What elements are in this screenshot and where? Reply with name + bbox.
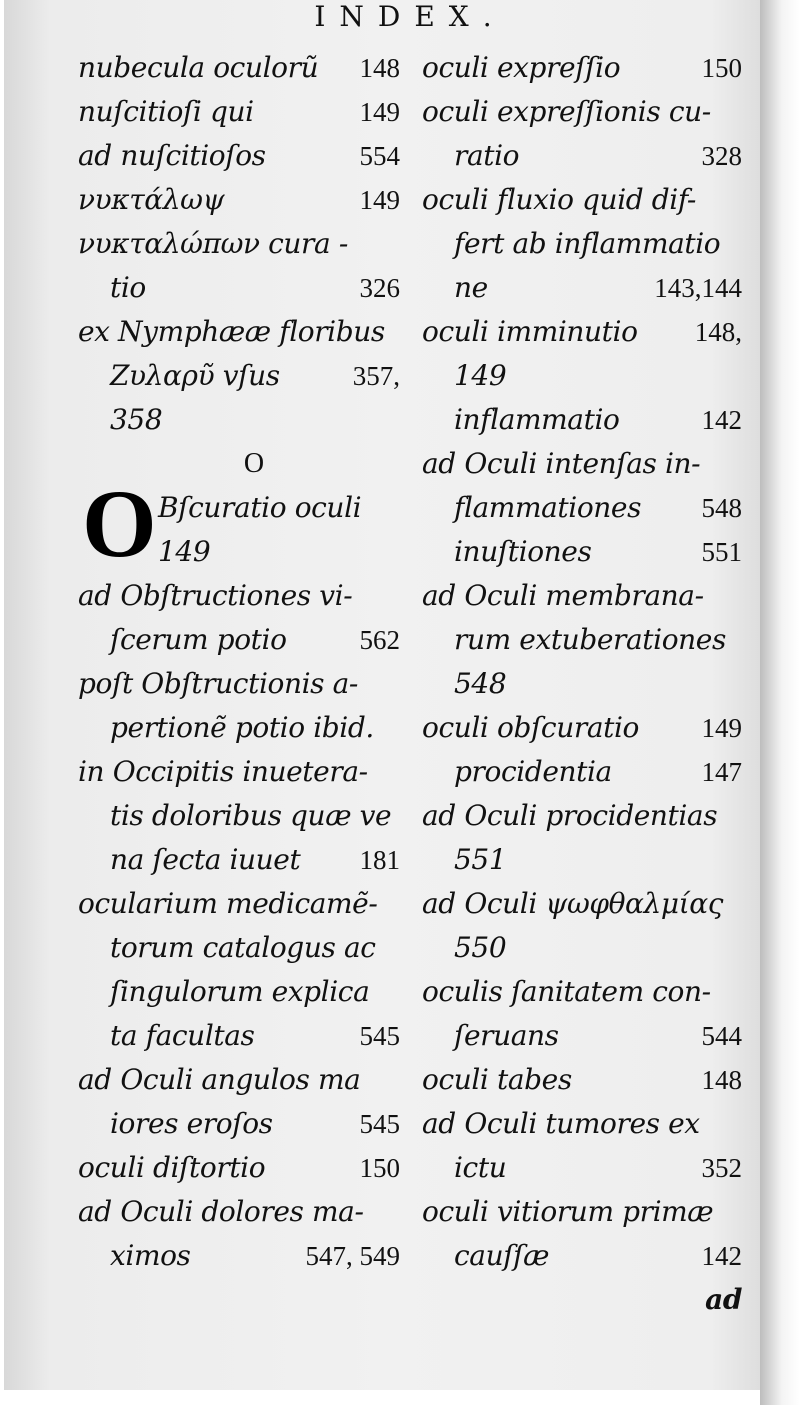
index-entry (422, 222, 742, 266)
index-entry (78, 794, 400, 838)
entry-text: oculi expreſſionis cu- (422, 95, 711, 128)
entry-text: νυκτάλωψ (78, 183, 225, 216)
entry-text: νυκταλώπων cura - (78, 227, 348, 260)
index-entry (78, 750, 400, 794)
entry-text: ſingulorum explica (110, 975, 370, 1008)
page-number: 328 (701, 141, 742, 171)
entry-text: ad Oculi ψωφθαλμίας (422, 887, 724, 920)
entry-text: ta facultas (110, 1019, 255, 1052)
index-entry (78, 838, 400, 882)
page-number: 142 (701, 1241, 742, 1271)
entry-text: oculi tabes (422, 1063, 572, 1096)
entry-text: 548 (454, 667, 507, 700)
index-entry (78, 90, 400, 134)
entry-text: oculi diſtortio (78, 1151, 266, 1184)
right-column (422, 46, 742, 1322)
drop-cap-initial: O (82, 470, 157, 577)
entry-text: ex Nymphææ floribus (78, 315, 385, 348)
entry-text: inuſtiones (454, 535, 592, 568)
entry-text: ictu (454, 1151, 507, 1184)
page-number: 143,144 (654, 273, 742, 303)
page-number: 147 (701, 757, 742, 787)
page-number: 142 (701, 405, 742, 435)
left-column (78, 46, 400, 1278)
left-entries-a (78, 46, 400, 442)
index-entry (78, 266, 400, 310)
index-entry (158, 486, 400, 530)
index-entry (78, 222, 400, 266)
index-entry (422, 178, 742, 222)
index-entry (422, 530, 742, 574)
page-number: 149 (359, 97, 400, 127)
right-entries (422, 46, 742, 1322)
index-entry (422, 398, 742, 442)
entry-text: tis doloribus quæ ve (110, 799, 392, 832)
index-entry (422, 882, 742, 926)
index-entry (78, 46, 400, 90)
entry-text: ne (454, 271, 488, 304)
index-entry (422, 354, 742, 398)
index-entry (78, 134, 400, 178)
entry-text: 149 (454, 359, 507, 392)
index-entry (78, 398, 400, 442)
entry-text: na ſecta iuuet (110, 843, 301, 876)
entry-text: oculi fluxio quid dif- (422, 183, 696, 216)
entry-text: Ζυλαρῦ vſus (110, 359, 280, 392)
entry-text: ad Obſtructiones vi- (78, 579, 353, 612)
entry-text: oculi vitiorum primæ (422, 1195, 714, 1228)
entry-text: pertionẽ potio ibid. (110, 711, 374, 744)
index-entry (422, 750, 742, 794)
entry-text: nubecula oculorũ (78, 51, 319, 84)
index-entry (422, 618, 742, 662)
index-entry (78, 1146, 400, 1190)
left-entries-b (78, 574, 400, 1278)
index-entry (422, 1146, 742, 1190)
index-entry (422, 1190, 742, 1234)
page-number: 551 (701, 537, 742, 567)
index-entry (422, 486, 742, 530)
index-entry (78, 706, 400, 750)
index-entry (422, 134, 742, 178)
page-number: 148 (701, 1065, 742, 1095)
entry-text: ſeruans (454, 1019, 559, 1052)
page-number: 545 (359, 1109, 400, 1139)
entry-text: fert ab inflammatio (454, 227, 721, 260)
index-entry (422, 46, 742, 90)
index-entry (422, 662, 742, 706)
index-entry (78, 310, 400, 354)
page-number: 352 (701, 1153, 742, 1183)
entry-text: nuſcitioſi qui (78, 95, 254, 128)
index-title: INDEX. (314, 0, 506, 33)
entry-text: ad Oculi intenſas in- (422, 447, 701, 480)
page-number: 554 (359, 141, 400, 171)
entry-text: oculi obſcuratio (422, 711, 639, 744)
index-entry (78, 926, 400, 970)
index-entry (422, 310, 742, 354)
page-number: 547, 549 (305, 1241, 400, 1271)
index-entry (78, 1102, 400, 1146)
entry-text: Bſcuratio oculi (158, 491, 362, 524)
entry-text: 149 (158, 535, 211, 568)
index-entry (78, 354, 400, 398)
index-entry (422, 706, 742, 750)
page-number: 148, (694, 317, 742, 347)
index-entry (78, 970, 400, 1014)
index-entry (422, 838, 742, 882)
entry-text: ad Oculi membrana- (422, 579, 704, 612)
page-number: 545 (359, 1021, 400, 1051)
page-number: 181 (359, 845, 400, 875)
index-entry (422, 442, 742, 486)
entry-text: ad Oculi angulos ma (78, 1063, 361, 1096)
index-entry (422, 926, 742, 970)
page-number: 150 (701, 53, 742, 83)
index-entry (78, 882, 400, 926)
entry-text: oculis ſanitatem con- (422, 975, 711, 1008)
index-entry (422, 574, 742, 618)
index-entry (422, 1014, 742, 1058)
entry-text: in Occipitis inuetera- (78, 755, 368, 788)
entry-text: iores eroſos (110, 1107, 273, 1140)
entry-text: tio (110, 271, 146, 304)
entry-text: oculi imminutio (422, 315, 638, 348)
index-entry (78, 574, 400, 618)
entry-text: ſcerum potio (110, 623, 287, 656)
page-edge-shadow (760, 0, 800, 1405)
entry-text: rum extuberationes (454, 623, 726, 656)
entry-text: oculi expreſſio (422, 51, 621, 84)
entry-text: ratio (454, 139, 520, 172)
entry-text: ad Oculi tumores ex (422, 1107, 700, 1140)
index-entry (422, 970, 742, 1014)
index-entry (422, 266, 742, 310)
entry-text: ad (705, 1283, 742, 1316)
entry-text: ad Oculi procidentias (422, 799, 718, 832)
index-entry (422, 1058, 742, 1102)
entry-text: inflammatio (454, 403, 620, 436)
index-entry (78, 662, 400, 706)
entry-text: ocularium medicamẽ- (78, 887, 378, 920)
page-number: 149 (359, 185, 400, 215)
page-number: 148 (359, 53, 400, 83)
page-number: 562 (359, 625, 400, 655)
page-number: 150 (359, 1153, 400, 1183)
index-entry (78, 1058, 400, 1102)
index-entry (78, 178, 400, 222)
entry-text: flammationes (454, 491, 642, 524)
entry-text: 550 (454, 931, 507, 964)
index-entry (158, 530, 400, 574)
index-entry (422, 1234, 742, 1278)
entry-text: ad nuſcitioſos (78, 139, 266, 172)
index-entry (422, 1102, 742, 1146)
entry-text: torum catalogus ac (110, 931, 376, 964)
entry-text: cauſſæ (454, 1239, 550, 1272)
index-entry (78, 1014, 400, 1058)
page-number: 548 (701, 493, 742, 523)
entry-text: 551 (454, 843, 507, 876)
index-entry (422, 794, 742, 838)
dropcap-block (78, 470, 400, 577)
page-number: 357, (352, 361, 400, 391)
entry-text: ad Oculi dolores ma- (78, 1195, 364, 1228)
entry-text: ximos (110, 1239, 191, 1272)
entry-text: procidentia (454, 755, 612, 788)
catchword (422, 1278, 742, 1322)
page-header (0, 0, 800, 34)
page-number: 149 (701, 713, 742, 743)
page-number: 544 (701, 1021, 742, 1051)
page-number: 326 (359, 273, 400, 303)
dropcap-entries (158, 486, 400, 574)
index-entry (78, 618, 400, 662)
index-entry (78, 1190, 400, 1234)
index-entry (422, 90, 742, 134)
entry-text: 358 (110, 403, 163, 436)
index-entry (78, 1234, 400, 1278)
entry-text: poſt Obſtructionis a- (78, 667, 358, 700)
letter-heading: O (243, 448, 265, 479)
